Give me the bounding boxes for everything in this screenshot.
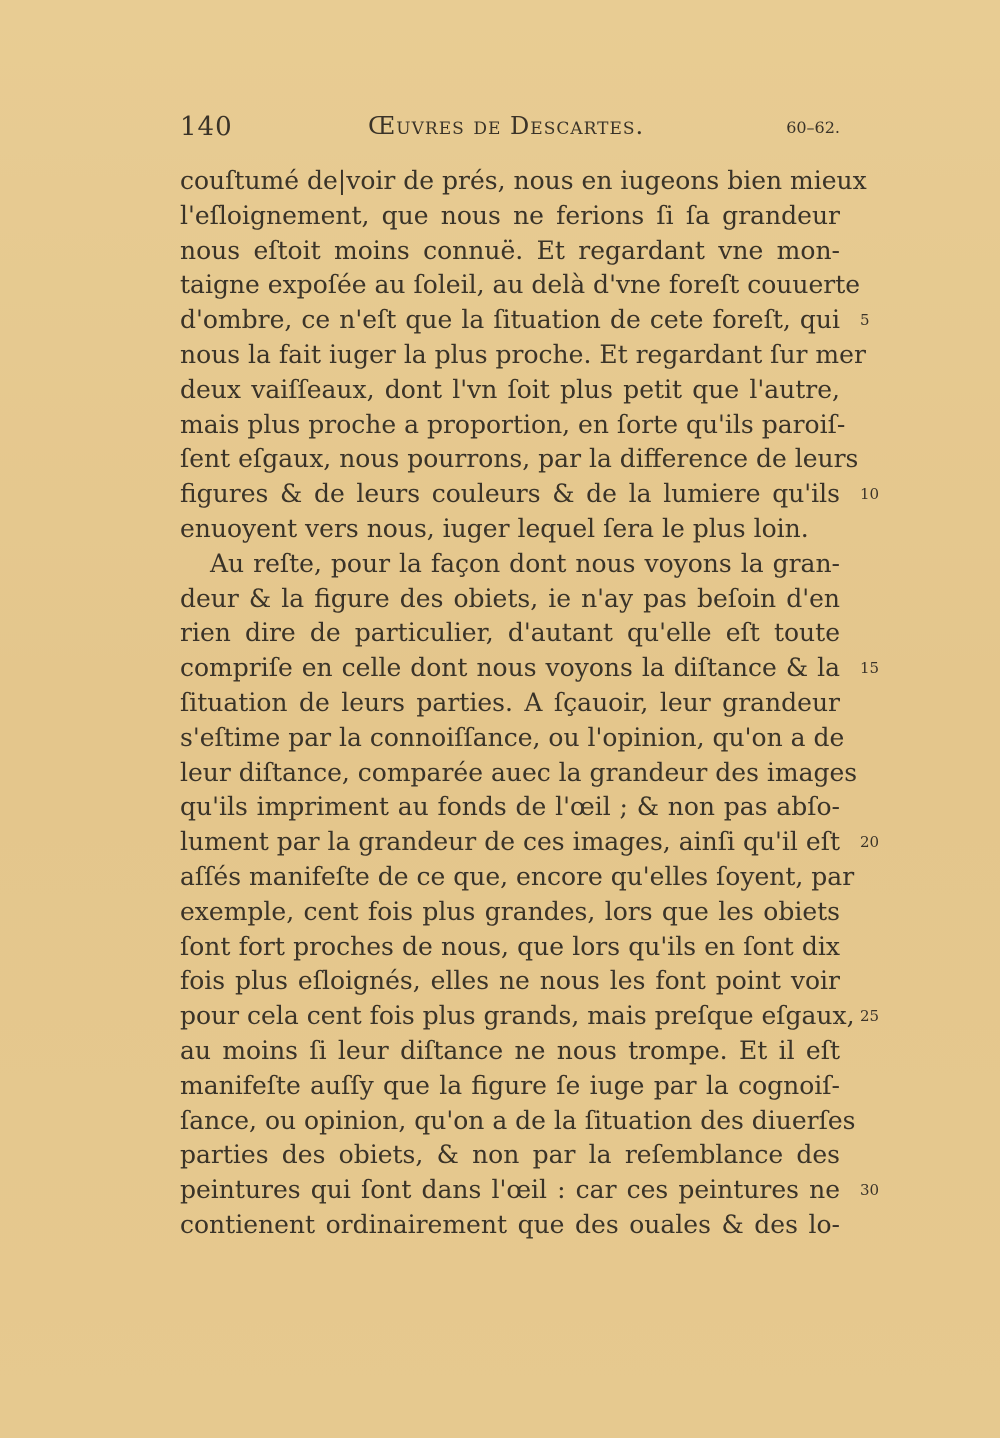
text-line: rien dire de particulier, d'autant qu'elle eſt toute: [180, 618, 840, 648]
text-line: nous la fait iuger la plus proche. Et regardant ſur mer: [180, 339, 866, 369]
text-line: enuoyent vers nous, iuger lequel ſera le plus loin.: [180, 513, 809, 543]
text-line: fois plus eſloignés, elles ne nous les font point voir: [180, 966, 840, 996]
margin-line-number: 25: [860, 1007, 880, 1026]
text-line: peintures qui ſont dans l'œil : car ces peintures ne: [180, 1175, 840, 1205]
running-title: Œuvres de Descartes.: [368, 112, 645, 140]
text-line: s'eſtime par la connoiſſance, ou l'opinion, qu'on a de: [180, 722, 845, 752]
text-line: mais plus proche a proportion, en ſorte qu'ils paroiſ-: [180, 409, 846, 439]
text-line: aſſés manifeſte de ce que, encore qu'elles ſoyent, par: [180, 861, 855, 891]
text-line: leur diſtance, comparée auec la grandeur des images: [180, 757, 858, 787]
text-line: ſituation de leurs parties. A ſçauoir, leur grandeur: [180, 687, 840, 717]
margin-line-number: 15: [860, 659, 880, 678]
text-line: ſent eſgaux, nous pourrons, par la difference de leurs: [180, 444, 859, 474]
text-line: deux vaiſſeaux, dont l'vn ſoit plus petit que l'autre,: [180, 374, 840, 404]
body-text: [180, 164, 867, 1243]
text-line: qu'ils impriment au fonds de l'œil ; & non pas abſo-: [180, 792, 840, 822]
text-line: couſtumé de|voir de prés, nous en iugeons bien mieux: [180, 166, 867, 195]
text-line: compriſe en celle dont nous voyons la diſtance & la: [180, 653, 840, 683]
margin-line-number: 30: [860, 1181, 880, 1200]
margin-line-number: 10: [860, 485, 880, 504]
text-line: ſance, ou opinion, qu'on a de la ſituation des diuerſes: [180, 1105, 856, 1135]
text-line: d'ombre, ce n'eſt que la ſituation de cete foreſt, qui: [180, 305, 840, 335]
margin-line-number: 5: [860, 311, 870, 330]
text-line: taigne expoſée au ſoleil, au delà d'vne foreſt couuerte: [180, 270, 861, 300]
text-line: exemple, cent fois plus grandes, lors que les obiets: [180, 896, 840, 926]
text-line: l'eſloignement, que nous ne ferions ſi ſa grandeur: [180, 200, 840, 230]
text-line: lument par la grandeur de ces images, ainſi qu'il eſt: [180, 827, 840, 857]
text-line: pour cela cent fois plus grands, mais preſque eſgaux,: [180, 1001, 855, 1031]
text-line: deur & la figure des obiets, ie n'ay pas beſoin d'en: [180, 583, 840, 613]
text-line: manifeſte auſſy que la figure ſe iuge par la cognoiſ-: [180, 1070, 840, 1100]
page-number: 140: [180, 112, 233, 142]
margin-line-number: 20: [860, 833, 880, 852]
text-line: contienent ordinairement que des ouales & des lo-: [180, 1209, 840, 1239]
text-line: parties des obiets, & non par la reſemblance des: [180, 1140, 840, 1170]
page-header: [180, 112, 840, 152]
text-line: au moins ſi leur diſtance ne nous trompe. Et il eſt: [180, 1035, 840, 1065]
text-line: Au reſte, pour la façon dont nous voyons la gran-: [210, 548, 840, 578]
text-line: nous eſtoit moins connuë. Et regardant vne mon-: [180, 235, 840, 265]
page-range: 60–62.: [786, 118, 840, 137]
text-line: figures & de leurs couleurs & de la lumiere qu'ils: [180, 479, 840, 509]
text-line: ſont fort proches de nous, que lors qu'ils en ſont dix: [180, 931, 840, 961]
